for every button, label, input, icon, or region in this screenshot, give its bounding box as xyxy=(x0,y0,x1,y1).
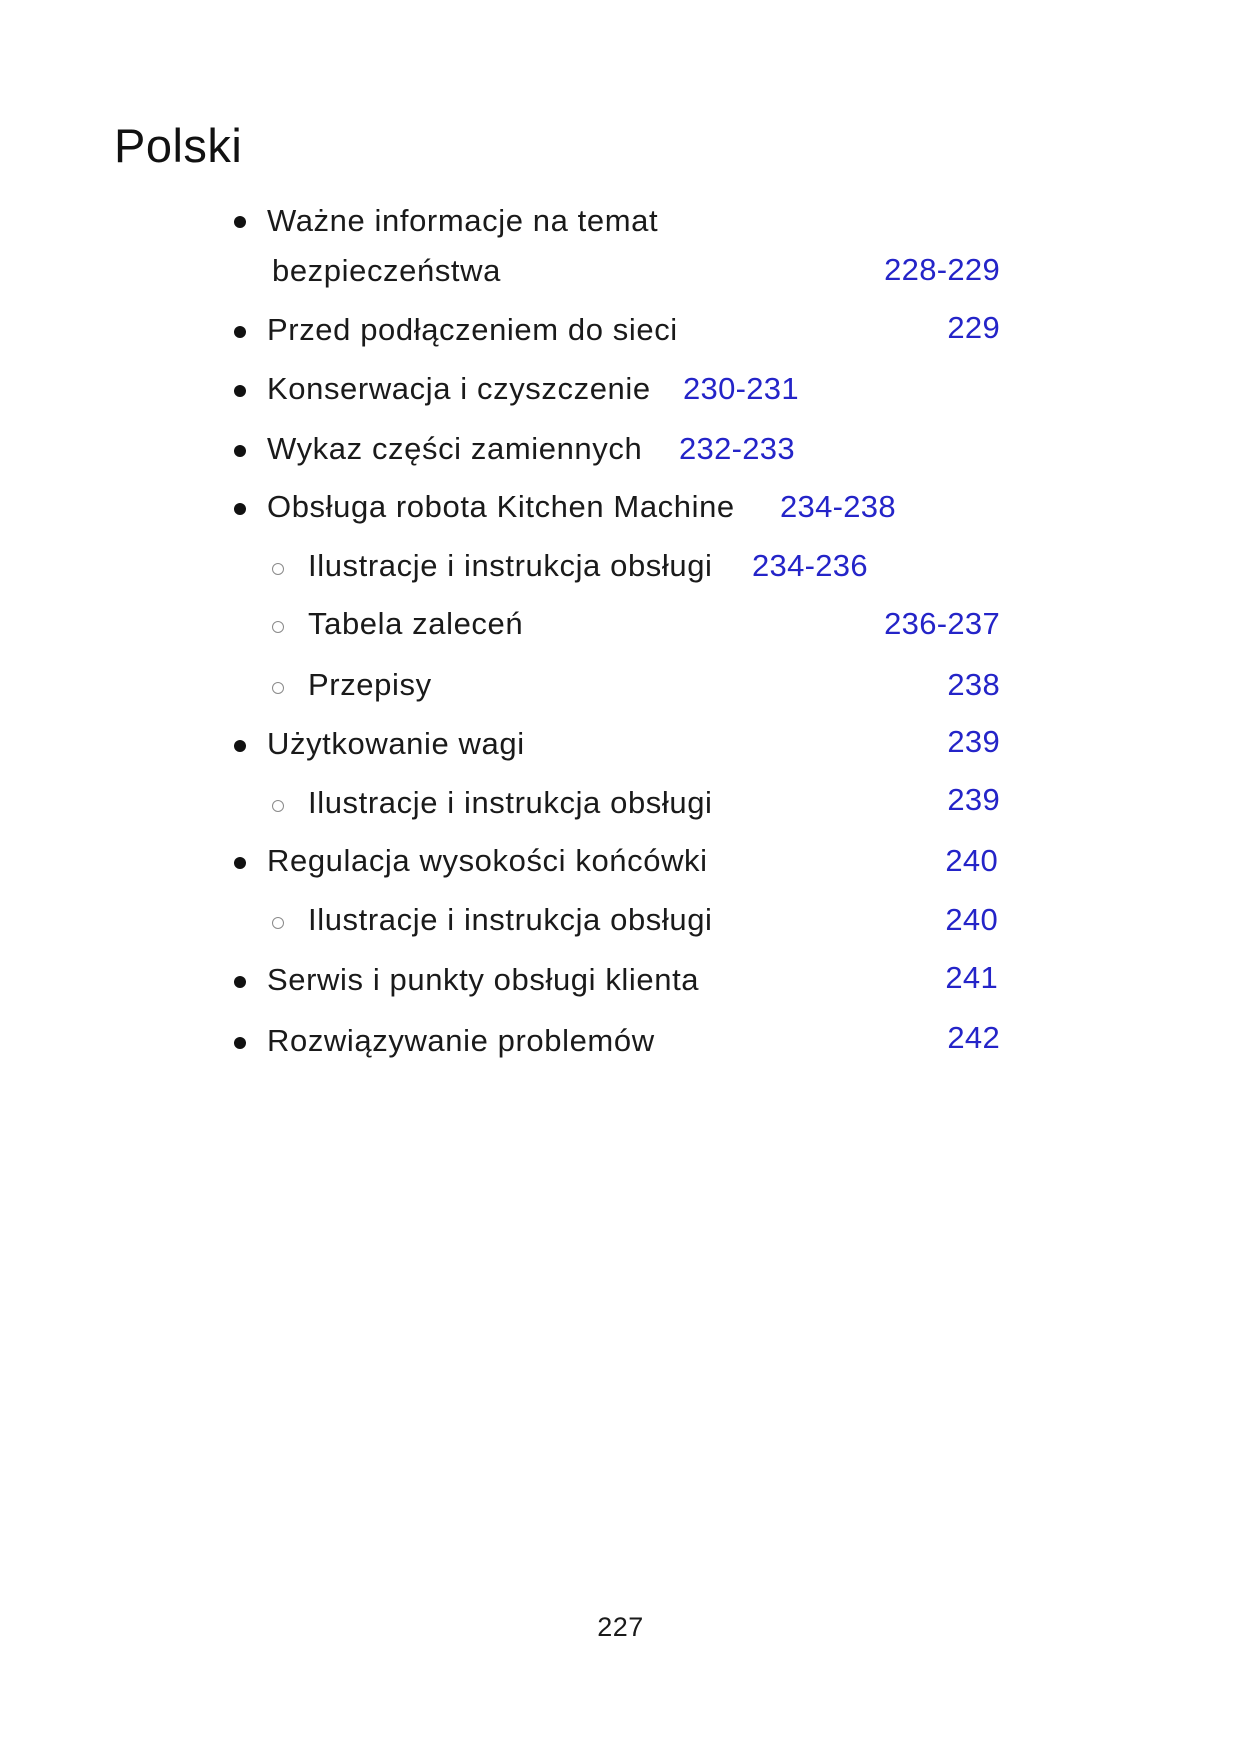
bullet-icon xyxy=(234,326,246,338)
toc-entry-pages[interactable]: 234-238 xyxy=(780,489,896,524)
toc-entry-operation[interactable] xyxy=(0,489,1241,549)
toc-entry-label: Użytkowanie wagi xyxy=(267,726,525,761)
toc-entry-label: Obsługa robota Kitchen Machine xyxy=(267,489,735,524)
toc-entry-pages[interactable]: 236-237 xyxy=(884,606,1000,641)
toc-subentry-tool-height-illustrations[interactable] xyxy=(0,902,1241,962)
bullet-icon xyxy=(234,385,246,397)
sub-bullet-icon xyxy=(272,682,284,694)
toc-subentry-recommendations[interactable] xyxy=(0,606,1241,666)
toc-entry-troubleshooting[interactable] xyxy=(0,1020,1241,1083)
toc-entry-pages[interactable]: 229 xyxy=(947,310,1000,345)
toc-entry-tool-height[interactable] xyxy=(0,843,1241,903)
toc-entry-spare-parts[interactable] xyxy=(0,431,1241,491)
sub-bullet-icon xyxy=(272,917,284,929)
sub-bullet-icon xyxy=(272,621,284,633)
toc-subentry-recipes[interactable] xyxy=(0,667,1241,727)
toc-entry-pages[interactable]: 240 xyxy=(945,843,998,878)
bullet-icon xyxy=(234,857,246,869)
toc-entry-pages[interactable]: 239 xyxy=(947,782,1000,817)
bullet-icon xyxy=(234,503,246,515)
toc-entry-label: Regulacja wysokości końcówki xyxy=(267,843,708,878)
bullet-icon xyxy=(234,740,246,752)
toc-entry-label-line2: bezpieczeństwa xyxy=(272,253,501,288)
toc-entry-pages[interactable]: 230-231 xyxy=(683,371,799,406)
toc-subentry-scale-illustrations[interactable] xyxy=(0,782,1241,845)
toc-entry-service[interactable] xyxy=(0,962,1241,1022)
toc-entry-label: Przepisy xyxy=(308,667,432,702)
toc-entry-label: Przed podłączeniem do sieci xyxy=(267,312,678,347)
toc-entry-pages[interactable]: 228-229 xyxy=(884,252,1000,287)
toc-entry-label: Ilustracje i instrukcja obsługi xyxy=(308,902,713,937)
toc-entry-label: Ważne informacje na temat xyxy=(267,203,659,238)
bullet-icon xyxy=(234,1037,246,1049)
toc-entry-label: Wykaz części zamiennych xyxy=(267,431,643,466)
sub-bullet-icon xyxy=(272,800,284,812)
bullet-icon xyxy=(234,445,246,457)
toc-subentry-illustrations[interactable] xyxy=(0,548,1241,608)
toc-entry-pages[interactable]: 239 xyxy=(947,724,1000,759)
page-number: 227 xyxy=(597,1612,644,1642)
toc-entry-maintenance[interactable] xyxy=(0,371,1241,431)
toc-entry-safety[interactable] xyxy=(0,195,1241,295)
toc-entry-label: Tabela zaleceń xyxy=(308,606,524,641)
toc-entry-before-connecting[interactable] xyxy=(0,312,1241,372)
toc-entry-label: Rozwiązywanie problemów xyxy=(267,1023,655,1058)
bullet-icon xyxy=(234,976,246,988)
toc-entry-label: Serwis i punkty obsługi klienta xyxy=(267,962,700,997)
toc-entry-pages[interactable]: 232-233 xyxy=(679,431,795,466)
toc-entry-pages[interactable]: 238 xyxy=(947,667,1000,702)
toc-entry-label: Konserwacja i czyszczenie xyxy=(267,371,651,406)
toc-entry-label: Ilustracje i instrukcja obsługi xyxy=(308,785,713,820)
toc-entry-pages[interactable]: 242 xyxy=(947,1020,1000,1055)
toc-entry-pages[interactable]: 234-236 xyxy=(752,548,868,583)
sub-bullet-icon xyxy=(272,563,284,575)
toc-entry-pages[interactable]: 241 xyxy=(945,960,998,995)
bullet-icon xyxy=(234,216,246,228)
toc-entry-label: Ilustracje i instrukcja obsługi xyxy=(308,548,713,583)
toc-entry-pages[interactable]: 240 xyxy=(945,902,998,937)
page-title: Polski xyxy=(114,119,243,172)
toc-entry-scale[interactable] xyxy=(0,726,1241,786)
